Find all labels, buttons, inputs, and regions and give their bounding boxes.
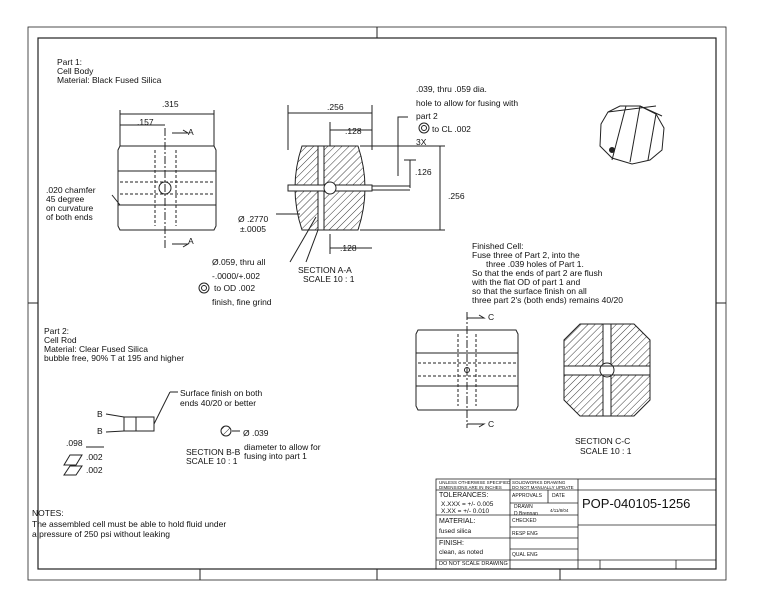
section-cc-label: SECTION C-C <box>575 436 631 446</box>
finish-note: finish, fine grind <box>212 297 272 307</box>
tb-date: DATE <box>552 493 565 499</box>
finished-note-4: So that the ends of part 2 are flush <box>472 268 603 278</box>
diameter-2770: Ø .2770 <box>238 214 269 224</box>
part2-rod-view <box>64 392 178 475</box>
finished-cell-side-view <box>416 312 518 428</box>
tb-material-label: MATERIAL: <box>439 518 476 525</box>
tb-drawing-number: POP-040105-1256 <box>582 496 691 511</box>
finished-note-6: so that the surface finish on all <box>472 286 587 296</box>
part2-surface-2: ends 40/20 or better <box>180 398 257 408</box>
dim-315: .315 <box>162 99 179 109</box>
part2-name: Cell Rod <box>44 335 77 345</box>
part1-name: Cell Body <box>57 66 94 76</box>
notes-line-1: The assembled cell must be able to hold fluid under <box>32 519 227 529</box>
od-concentricity: to OD .002 <box>214 283 256 293</box>
tb-tol-1: X.XXX = +/- 0.005 <box>441 501 494 508</box>
chamfer-note-4: of both ends <box>46 212 93 222</box>
section-bb-scale: SCALE 10 : 1 <box>186 456 238 466</box>
section-bb-view <box>221 426 240 436</box>
section-bb-note-1: diameter to allow for <box>244 442 321 452</box>
chamfer-note-1: .020 chamfer <box>46 185 96 195</box>
tb-approvals: APPROVALS <box>512 493 542 499</box>
finished-note-1: Finished Cell: <box>472 241 524 251</box>
tb-finish: clean, as noted <box>439 549 484 556</box>
finished-note-7: three part 2's (both ends) remains 40/20 <box>472 295 623 305</box>
flatness-2: .002 <box>86 465 103 475</box>
tb-resp-eng: RESP ENG <box>512 531 538 537</box>
section-aa-label: SECTION A-A <box>298 265 352 275</box>
tb-solidworks-2: DO NOT MANUALLY UPDATE <box>512 485 574 490</box>
hole-note-2: hole to allow for fusing with <box>416 98 519 108</box>
flatness-1: .002 <box>86 452 103 462</box>
tb-solidworks-1: SOLIDWORKS DRAWING <box>512 480 566 485</box>
part2-surface-1: Surface finish on both <box>180 388 263 398</box>
dim-098: .098 <box>66 438 83 448</box>
part2-bubble: bubble free, 90% T at 195 and higher <box>44 353 185 363</box>
hole-note-count: 3X <box>416 137 427 147</box>
section-marker-a-top: A <box>188 127 194 137</box>
hole-note-1: .039, thru .059 dia. <box>416 84 487 94</box>
section-bb-note-2: fusing into part 1 <box>244 451 307 461</box>
part1-material: Material: Black Fused Silica <box>57 75 162 85</box>
tb-material: fused silica <box>439 528 472 535</box>
section-cc-view <box>564 324 650 416</box>
section-aa-scale: SCALE 10 : 1 <box>303 274 355 284</box>
part2-heading: Part 2: <box>44 326 70 336</box>
hole-059-note: Ø.059, thru all <box>212 257 266 267</box>
tb-drawn-by: D Brennan <box>514 511 538 517</box>
dim-157: .157 <box>137 117 154 127</box>
tb-drawn-date: 4/11/8/04 <box>550 508 569 513</box>
hole-note-3: part 2 <box>416 111 438 121</box>
diameter-039: Ø .039 <box>243 428 269 438</box>
notes-line-2: a pressure of 250 psi without leaking <box>32 529 170 539</box>
dim-128-bottom: .128 <box>340 243 357 253</box>
dim-128-top: .128 <box>345 126 362 136</box>
section-marker-c-bottom: C <box>488 419 495 429</box>
tb-qual-eng: QUAL ENG <box>512 552 538 558</box>
finished-note-3: three .039 holes of Part 1. <box>486 259 584 269</box>
dim-126: .126 <box>415 167 432 177</box>
tb-tol-2: X.XX = +/- 0.010 <box>441 508 490 515</box>
section-cc-scale: SCALE 10 : 1 <box>580 446 632 456</box>
tb-finish-label: FINISH: <box>439 540 464 547</box>
dim-256-top: .256 <box>327 102 344 112</box>
tb-checked: CHECKED <box>512 518 537 524</box>
section-marker-a-bottom: A <box>188 236 194 246</box>
part2-material: Material: Clear Fused Silica <box>44 344 148 354</box>
tb-unless-2: DIMENSIONS ARE IN INCHES <box>439 485 502 490</box>
dim-256-right: .256 <box>448 191 465 201</box>
tb-no-scale: DO NOT SCALE DRAWING <box>439 561 508 567</box>
notes-title: NOTES: <box>32 508 64 518</box>
section-marker-c-top: C <box>488 312 495 322</box>
tolerance-0005: ±.0005 <box>240 224 266 234</box>
section-bb-label: SECTION B-B <box>186 447 241 457</box>
hole-059-tol: -.0000/+.002 <box>212 271 260 281</box>
hole-note-cl: to CL .002 <box>432 124 471 134</box>
finished-note-5: with the flat OD of part 1 and <box>472 277 581 287</box>
tb-unless-1: UNLESS OTHERWISE SPECIFIED <box>439 480 511 485</box>
section-marker-b-bottom: B <box>97 426 103 436</box>
part1-side-view <box>112 110 216 248</box>
tb-tolerances: TOLERANCES: <box>439 492 489 499</box>
chamfer-note-2: 45 degree <box>46 194 85 204</box>
tb-drawn: DRAWN <box>514 504 533 510</box>
part1-heading: Part 1: <box>57 57 83 67</box>
section-marker-b-top: B <box>97 409 103 419</box>
chamfer-note-3: on curvature <box>46 203 94 213</box>
finished-note-2: Fuse three of Part 2, into the <box>472 250 580 260</box>
part-isometric-view <box>600 106 664 164</box>
